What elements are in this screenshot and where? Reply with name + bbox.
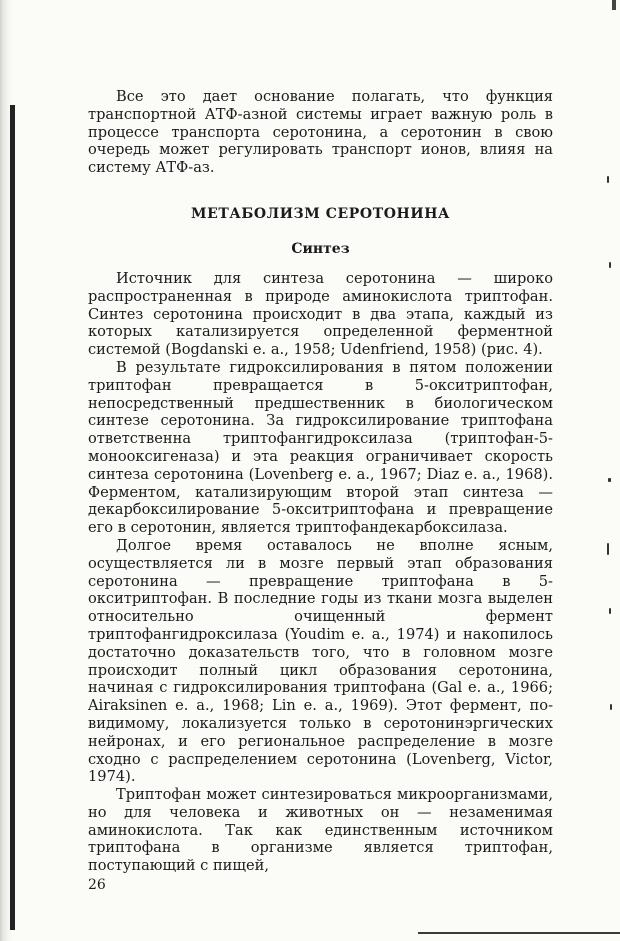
body-paragraph: Долгое время оставалось не вполне ясным, осуществляется ли в мозге первый этап образования серотонина — превращение триптофана в 5-окситриптофан. В последние годы из ткани мозга выделен относительно очищенный фермент триптофангидроксилаза (Youdim e. a., 1974) и накопилось достаточно доказательств того, что в головном мозге происходит полный цикл образования серотонина, начиная с гидроксилирования триптофана (Gal e. a., 1966; Airaksinen e. a., 1968; Lin e. a., 1969). Этот фермент, по-видимому, локализуется только в серотонинэргических нейронах, и его региональное распределение в мозге сходно с распределением серотонина (Lovenberg, Victor, 1974). xyxy=(88,536,553,786)
section-title: МЕТАБОЛИЗМ СЕРОТОНИНА xyxy=(190,205,451,222)
subsection-title: Синтез xyxy=(291,240,350,257)
scan-corner-mark xyxy=(612,0,616,10)
scan-speck xyxy=(607,543,609,555)
scan-speck xyxy=(610,704,612,710)
scan-border-left xyxy=(10,105,15,930)
body-paragraph: Источник для синтеза серотонина — широко распространенная в природе аминокислота триптофан. Синтез серотонина происходит в два этапа, каждый из которых катализируется определенной ферментной системой (Bogdanski e. a., 1958; Udenfriend, 1958) (рис. 4). xyxy=(88,269,553,359)
scan-speck xyxy=(608,478,611,482)
page-text-column xyxy=(88,88,553,875)
scan-speck xyxy=(609,608,611,614)
page-number: 26 xyxy=(88,877,106,893)
scan-speck xyxy=(607,176,609,183)
scan-speck xyxy=(609,262,611,268)
intro-paragraph: Все это дает основание полагать, что функция транспортной АТФ-азной системы играет важную роль в процессе транспорта серотонина, а серотонин в свою очередь может регулировать транспорт ионов, влияя на систему АТФ-аз. xyxy=(88,88,553,177)
scan-border-bottom xyxy=(418,932,620,934)
body-paragraph: Триптофан может синтезироваться микроорганизмами, но для человека и животных он — незаменимая аминокислота. Так как единственным источником триптофана в организме является триптофан, поступающий с пищей, xyxy=(88,786,553,875)
body-paragraph: В результате гидроксилирования в пятом положении триптофан превращается в 5-окситриптофан, непосредственный предшественник в биологическом синтезе серотонина. За гидроксилирование триптофана ответственна триптофангидроксилаза (триптофан-5-монооксигеназа) и эта реакция ограничивает скорость синтеза серотонина (Lovenberg e. a., 1967; Diaz e. a., 1968). Ферментом, катализирующим второй этап синтеза — декарбоксилирование 5-окситриптофана и превращение его в серотонин, является триптофандекарбоксилаза. xyxy=(88,358,553,537)
